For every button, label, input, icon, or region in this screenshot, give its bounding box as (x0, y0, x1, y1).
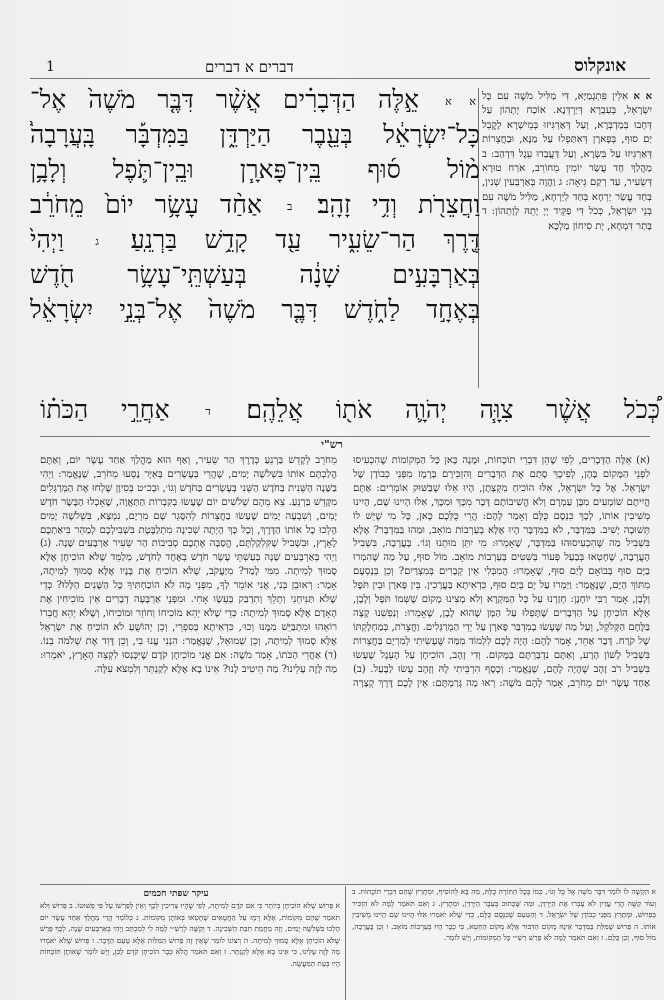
footer-column-rule (345, 886, 346, 1000)
verse-text: דֶּ֖רֶךְ הַר־שֵׂעִ֑יר עַ֖ד קָדֵ֥שׁ בַּרְנֵֽעַ׃ (130, 225, 480, 254)
verse-line-wide (40, 392, 660, 430)
footer-rule (40, 884, 650, 885)
verse-text: כְּ֠כֹל אֲשֶׁ֨ר צִוָּ֧ה יְהֹוָ֛ה אֹת֖וֹ אֲלֵהֶֽם׃ (246, 395, 661, 424)
rashi-heading: רש"י (321, 438, 343, 451)
verse-text: אַחַ֨ד עָשָׂ֥ר יוֹם֙ מֵֽחֹרֵ֔ב (30, 190, 262, 219)
notes-text: א הִקְשָׁה לוֹ לוֹמַר דִּבֶּר מֹשֶׁה אֶל כָּל וְגוֹ׳, כְּמוֹ בְּכָל הַתּוֹרָה כֻּלָּהּ, מַה בָּא לְהוֹסִיף, וּמְתָרֵץ שֶׁהֵם דִּבְרֵי תוֹכָחוֹת. ב וְעוֹד קַשֶּׁה הֲרֵי עֲדַיִן לֹא עָבְרוּ אֶת הַיַּרְדֵּן, וּמַה שֶּׁכָּתוּב בְּעֵבֶר הַיַּרְדֵּן, וּמְתָרֵץ. ג וְאִם תֹּאמַר לָמָּה לֹא הִזְכִּיר בְּפֵרוּשׁ, וּמְתָרֵץ מִפְּנֵי כְבוֹדָן שֶׁל יִשְׂרָאֵל. ד וְהַטַּעַם שֶׁכִּנְּסָם כֻּלָּם, כְּדֵי שֶׁלֹּא יֹאמְרוּ אִלּוּ הָיִינוּ שָׁם הָיִינוּ מְשִׁיבִין אוֹתוֹ. ה פֵּרוּשׁ שֶׁמִּלַּת בַּמִּדְבָּר אֵינָהּ מְקוֹם הַדִּבּוּר אֶלָּא מְקוֹם הַחֵטְא, כִּי כְבָר הָיוּ בְּעַרְבוֹת מוֹאָב. ו וְכֵן בָּעֲרָבָה, מוֹל סוּף, וְכֵן כֻּלָּם. ז וְאִם תֹּאמַר לָמָּה לֹא פֵּרֵשׁ רַשִׁ״י כָּל הַמְּקוֹמוֹת, וְיֵשׁ לוֹמַר. (352, 887, 656, 943)
verse-text: אֵ֣לֶּה הַדְּבָרִ֗ים אֲשֶׁ֨ר דִּבֶּ֤ר מֹשֶׁה֙ אֶל־ (30, 85, 420, 114)
verse-line (30, 82, 480, 117)
verse-line (30, 117, 480, 152)
verse-line (30, 222, 480, 257)
torah-verses (30, 82, 480, 327)
verse-line (30, 257, 480, 292)
verse-number: ב (287, 200, 293, 213)
rashi-text: (א) אֵלֶּה הַדְּבָרִים, לְפִי שֶׁהֵן דִּבְרֵי תוֹכָחוֹת, וּמָנָה כָּאן כָּל הַמְּקוֹמוֹת שֶׁהִכְעִיסוּ לִפְנֵי הַמָּקוֹם בָּהֶן, לְפִיכָךְ סָתַם אֶת הַדְּבָרִים וְהִזְכִּירָם בְּרֶמֶז מִפְּנֵי כְבוֹדָן שֶׁל יִשְׂרָאֵל. אֶל כָּל יִשְׂרָאֵל, אִלּוּ הוֹכִיחַ מִקְצָתָן, הָיוּ אֵלּוּ שֶׁבַּשּׁוּק אוֹמְרִים: אַתֶּם הֱיִיתֶם שׁוֹמְעִים מִבֶּן עַמְרָם וְלֹא הֱשִׁיבוֹתֶם דָּבָר מִכָּךְ וּמִכָּךְ, אִלּוּ הָיִינוּ שָׁם, הָיִינוּ מְשִׁיבִין אוֹתוֹ, לְכָךְ כִּנְּסָם כֻּלָּם וְאָמַר לָהֶם: הֲרֵי כֻּלְּכֶם כָּאן, כָּל מִי שֶׁיֵּשׁ לוֹ תְּשׁוּבָה יָשִׁיב. בַּמִּדְבָּר, לֹא בַמִּדְבָּר הָיוּ אֶלָּא בְעַרְבוֹת מוֹאָב, וּמַהוּ בַּמִּדְבָּר? אֶלָּא בִּשְׁבִיל מַה שֶּׁהִכְעִיסוּהוּ בַּמִּדְבָּר, שֶׁאָמְרוּ: מִי יִתֵּן מוּתֵנוּ וְגוֹ׳. בָּעֲרָבָה, בִּשְׁבִיל הָעֲרָבָה, שֶׁחָטְאוּ בְּבַעַל פְּעוֹר בְּשִׁטִּים בְּעַרְבוֹת מוֹאָב. מוֹל סוּף, עַל מַה שֶּׁהִמְרוּ בַיָּם סוּף בְּבוֹאָם לְיַם סוּף, שֶׁאָמְרוּ: הֲמִבְּלִי אֵין קְבָרִים בְּמִצְרַיִם? וְכֵן בְּנָסְעָם מִתּוֹךְ הַיָּם, שֶׁנֶּאֱמַר: וַיַּמְרוּ עַל יָם בְּיַם סוּף, כִּדְאִיתָא בַּעֲרָכִין. בֵּין פָּארָן וּבֵין תֹּפֶל וְלָבָן, אָמַר רַבִּי יוֹחָנָן: חָזַרְנוּ עַל כָּל הַמִּקְרָא וְלֹא מָצִינוּ מָקוֹם שֶׁשְּׁמוֹ תֹּפֶל וְלָבָן, אֶלָּא הוֹכִיחָן עַל הַדְּבָרִים שֶׁתָּפְלוּ עַל הַמָּן שֶׁהוּא לָבָן, שֶׁאָמְרוּ: וְנַפְשֵׁנוּ קָצָה בַּלֶּחֶם הַקְּלֹקֵל, וְעַל מַה שֶּׁעָשׂוּ בְמִדְבַּר פָּארָן עַל יְדֵי הַמְרַגְּלִים. וַחֲצֵרֹת, בְּמַחְלָקְתּוֹ שֶׁל קֹרַח. דָּבָר אַחֵר, אָמַר לָהֶם: הָיָה לָכֶם לִלְמוֹד מִמַּה שֶּׁעָשִׂיתִי לְמִרְיָם בַּחֲצֵרוֹת בִּשְׁבִיל לָשׁוֹן הָרָע, וְאַתֶּם נִדְבַּרְתֶּם בַּמָּקוֹם. וְדִי זָהָב, הוֹכִיחָן עַל הָעֵגֶל שֶׁעָשׂוּ בִּשְׁבִיל רֹב זָהָב שֶׁהָיָה לָהֶם, שֶׁנֶּאֱמַר: וְכֶסֶף הִרְבֵּיתִי לָהּ וְזָהָב עָשׂוּ לַבָּעַל. (ב) אַחַד עָשָׂר יוֹם מֵחֹרֵב, אָמַר לָהֶם מֹשֶׁה: רְאוּ מַה גְּרַמְתֶּם: אֵין לָכֶם דֶּרֶךְ קְצָרָה מֵחֹרֵב לְקָדֵשׁ בַּרְנֵעַ כְּדֶרֶךְ הַר שֵׂעִיר, וְאַף הוּא מַהֲלַךְ אַחַד עָשָׂר יוֹם, וְאַתֶּם הֲלַכְתֶּם אוֹתוֹ בִּשְׁלֹשָׁה יָמִים, שֶׁהֲרֵי בְּעֶשְׂרִים בְּאִיָּר נָסְעוּ מֵחֹרֵב, שֶׁנֶּאֱמַר: וַיְהִי בַּשָּׁנָה הַשֵּׁנִית בַּחֹדֶשׁ הַשֵּׁנִי בְּעֶשְׂרִים בַּחֹדֶשׁ וְגוֹ׳, וּבְכ״ט בְּסִיוָן שָׁלְחוּ אֶת הַמְרַגְּלִים מִקָּדֵשׁ בַּרְנֵעַ. צֵא מֵהֶם שְׁלֹשִׁים יוֹם שֶׁעָשׂוּ בְקִבְרוֹת הַתַּאֲוָה, שֶׁאָכְלוּ הַבָּשָׂר חֹדֶשׁ יָמִים, וְשִׁבְעָה יָמִים שֶׁעָשׂוּ בַחֲצֵרוֹת לְהִסָּגֵר שָׁם מִרְיָם, נִמְצָא, בִּשְׁלֹשָׁה יָמִים הָלְכוּ כָל אוֹתוֹ הַדֶּרֶךְ, וְכָל כָּךְ הָיְתָה שְׁכִינָה מִתְלַבֶּטֶת בִּשְׁבִילְכֶם לְמַהֵר בִּיאַתְכֶם לָאָרֶץ, וּבִשְׁבִיל שֶׁקִּלְקַלְתֶּם, הֱסַבָּה אֶתְכֶם סְבִיבוֹת הַר שֵׂעִיר אַרְבָּעִים שָׁנָה. (ג) וַיְהִי בְּאַרְבָּעִים שָׁנָה בְּעַשְׁתֵּי עָשָׂר חֹדֶשׁ בְּאֶחָד לַחֹדֶשׁ, מְלַמֵּד שֶׁלֹּא הוֹכִיחָן אֶלָּא סָמוּךְ לְמִיתָה. מִמִּי לָמַד? מִיַּעֲקֹב, שֶׁלֹּא הוֹכִיחַ אֶת בָּנָיו אֶלָּא סָמוּךְ לְמִיתָה, אָמַר: רְאוּבֵן בְּנִי, אֲנִי אוֹמֵר לְךָ, מִפְּנֵי מָה לֹא הוֹכַחְתִּיךָ כָּל הַשָּׁנִים הַלָּלוּ? כְּדֵי שֶׁלֹּא תַּנִּיחֵנִי וְתֵלֵךְ וְתִדְבַּק בְּעֵשָׂו אָחִי. וּמִפְּנֵי אַרְבָּעָה דְבָרִים אֵין מוֹכִיחִין אֶת הָאָדָם אֶלָּא סָמוּךְ לְמִיתָה: כְּדֵי שֶׁלֹּא יְהֵא מוֹכִיחוֹ וְחוֹזֵר וּמוֹכִיחוֹ, וְשֶׁלֹּא יְהֵא חֲבֵרוֹ רוֹאֵהוּ וּמִתְבַּיֵּשׁ מִמֶּנּוּ וְכוּ׳, כִּדְאִיתָא בְּסִפְרֵי, וְכֵן יְהוֹשֻׁעַ לֹא הוֹכִיחַ אֶת יִשְׂרָאֵל אֶלָּא סָמוּךְ לְמִיתָה, וְכֵן שְׁמוּאֵל, שֶׁנֶּאֱמַר: הִנְנִי עֲנוּ בִי, וְכֵן דָּוִד אֶת שְׁלֹמֹה בְנוֹ. (ד) אַחֲרֵי הַכֹּתוֹ, אָמַר מֹשֶׁה: אִם אֲנִי מוֹכִיחָן קֹדֶם שֶׁיִּכָּנְסוּ לִקְצֵה הָאָרֶץ, יֹאמְרוּ: מַה לָּזֶה עָלֵינוּ? מַה הֵיטִיב לָנוּ? אֵינוֹ בָא אֶלָּא לְקַנְתֵּר וְלִמְצֹא עִלָּה. (40, 455, 650, 689)
onkelos-title: אונקלוס (574, 56, 626, 76)
verse-text: וַחֲצֵרֹ֖ת וְדִ֥י זָהָֽב׃ (317, 190, 480, 219)
verse-text: בְּאַרְבָּעִ֣ים שָׁנָ֔ה בְּעַשְׁתֵּֽי־עָשָׂ֥ר חֹ֖דֶשׁ (30, 260, 480, 289)
rashi-rule (40, 436, 650, 437)
header-rule (30, 78, 650, 79)
page-header (0, 54, 664, 78)
verse-text: בְּאֶחָ֣ד לַחֹ֑דֶשׁ דִּבֶּ֤ר מֹשֶׁה֙ אֶל־בְּנֵ֣י יִשְׂרָאֵ֔ל (30, 295, 480, 324)
verse-text: וַיְהִי֙ (30, 225, 64, 254)
side-notes (352, 886, 656, 1000)
onkelos-column (482, 90, 652, 390)
ikkar-heading: עיקר שפתי חכמים (143, 889, 209, 899)
verse-text: אַחֲרֵ֣י הַכֹּת֗וֹ (40, 395, 170, 424)
verse-number: ג (95, 235, 100, 248)
onkelos-ref: א א (633, 91, 652, 102)
ikkar-commentary (40, 900, 340, 1000)
ikkar-text: א פֵּרוּשׁ שֶׁלֹּא הוֹכִיחָן בְּיוֹתֵר כִּי אִם קֹדֶם לְמִיתָה, לְפִי שֶׁהָיוּ צְרִיכִין לְכָךְ וְאֵין לְפַרְשׁוֹ עַל פִּי פְשׁוּטוֹ. ב פֵּרוּשׁ וְלֹא תֹאמַר שֶׁהֵם מְקוֹמוֹת, אֶלָּא רֶמֶז עַל הַחֲטָאִים שֶׁחָטְאוּ בְּאוֹתָן מְקוֹמוֹת. ג כְּלוֹמַר הֲרֵי מַהֲלַךְ אַחַד עָשָׂר יוֹם הָלְכוּ בִּשְׁלֹשָׁה יָמִים, וְזֶה מֵחֲמַת חִבַּת הַשְּׁכִינָה. ד וְקַשֶּׁה לְרַשִׁ״י לָמָּה לִי לְמִכְתַּב וַיְהִי בְּאַרְבָּעִים שָׁנָה, לְכָךְ פֵּרֵשׁ שֶׁלֹּא הוֹכִיחָן אֶלָּא סָמוּךְ לְמִיתָה. ה רְצוֹנוֹ לוֹמַר שֶׁאֵין זֶה פֵּרוּשׁ הַמִּלּוֹת אֶלָּא טַעַם הַדָּבָר. ו פֵּרוּשׁ שֶׁלֹּא יֹאמְרוּ מַה לָּזֶה עָלֵינוּ, כִּי אֵינוֹ בָא אֶלָּא לְקַנְתֵּר. ז וְאִם תֹּאמַר הֲלֹא כְּבָר הוֹכִיחָן קֹדֶם לָכֵן, וְיֵשׁ לוֹמַר שֶׁאוֹתָן תּוֹכָחוֹת הָיוּ בְּעֵת הַמַּעֲשֶׂה. (40, 901, 340, 968)
verse-line (30, 152, 480, 187)
verse-line (30, 187, 480, 222)
running-title: דברים א דברים (205, 58, 294, 76)
verse-line (30, 292, 480, 327)
verse-text: כָּל־יִשְׂרָאֵ֔ל בְּעֵ֖בֶר הַיַּרְדֵּ֑ן בַּמִּדְבָּ֡ר בָּֽעֲרָבָה֩ (30, 120, 480, 149)
verse-text: מ֨וֹל ס֜וּף בֵּֽין־פָּארָ֧ן וּבֵֽין־תֹּ֛פֶל וְלָבָ֥ן (30, 155, 480, 184)
verse-marker: א א (445, 95, 477, 108)
onkelos-text: אִלֵּין פִּתְגָמַיָּא, דִּי מַלִּיל מֹשֶׁה עִם כָּל יִשְׂרָאֵל, בְּעִבְרָא דְּיַרְדְּנָא. אוֹכַח יָתְהוֹן עַל דְּחָבוּ בְּמַדְבְּרָא, וְעַל דְּאַרְגִּיזוּ בְּמֵישְׁרָא לָקֳבֵל יַם סוּף, בְּפָארָן דְּאִתַּפְלוּ עַל מַנָּא, וּבַחֲצֵרוֹת דְּאַרְגִּיזוּ עַל בִּשְׂרָא, וְעַל דַּעֲבַדוּ עֵגֶל דִּדְהַב: ב מַהֲלַךְ חַד עֲשַׂר יוֹמִין מֵחוֹרֵב, אֹרַח טוּרָא דְּשֵׂעִיר, עַד רְקַם גֵּיאָה: ג וַהֲוָה בְּאַרְבְּעִין שְׁנִין, בְּחַד עֲשַׂר יַרְחָא בְּחַד לְיַרְחָא, מַלִּיל מֹשֶׁה עִם בְּנֵי יִשְׂרָאֵל, כְּכֹל דִּי פַקֵּיד יְיָ יָתֵהּ לְוָתְהוֹן: ד בָּתַר דִּמְחָא, יָת סִיחוֹן מַלְכָּא (482, 91, 652, 232)
page-number: 1 (46, 59, 55, 75)
verse-number: ד (205, 404, 211, 418)
rashi-commentary (40, 454, 650, 882)
